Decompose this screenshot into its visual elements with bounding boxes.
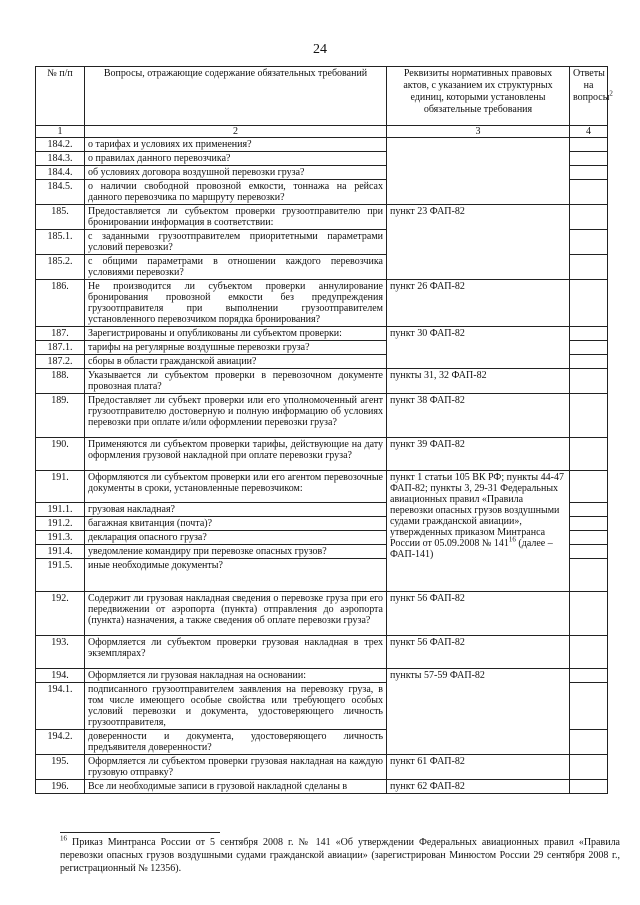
table-row [36, 327, 608, 341]
answer-cell[interactable] [570, 438, 608, 471]
row-number: 190. [36, 438, 85, 471]
row-number: 194.1. [36, 683, 85, 730]
row-number: 185.2. [36, 255, 85, 280]
table-row [36, 280, 608, 327]
answer-cell[interactable] [570, 369, 608, 394]
row-number: 185. [36, 205, 85, 230]
row-question: подписанного грузоотправителем заявления на перевозку груза, в том числе имеющего особые свойства или требующего особых условий перевозки и документа, удостоверяющего личность грузоотправителя, [85, 683, 387, 730]
table-row [36, 369, 608, 394]
reference-footnote-sup: 16 [508, 535, 516, 544]
col-number-1: 1 [36, 126, 85, 138]
reference-text: пункт 38 ФАП-82 [390, 395, 465, 406]
row-question: тарифы на регулярные воздушные перевозки груза? [85, 341, 387, 355]
answer-cell[interactable] [570, 280, 608, 327]
row-number: 191.3. [36, 531, 85, 545]
row-question: Зарегистрированы и опубликованы ли субъектом проверки: [85, 327, 387, 341]
row-question: иные необходимые документы? [85, 559, 387, 592]
table-row [36, 780, 608, 794]
table-row [36, 205, 608, 230]
row-number: 194.2. [36, 730, 85, 755]
row-reference [387, 280, 570, 327]
row-question: багажная квитанция (почта)? [85, 517, 387, 531]
row-number: 195. [36, 755, 85, 780]
header-questions: Вопросы, отражающие содержание обязательных требований [85, 67, 387, 126]
row-reference [387, 592, 570, 636]
answer-cell[interactable] [570, 780, 608, 794]
reference-text: пункт 39 ФАП-82 [390, 439, 465, 450]
reference-text: пункты 57-59 ФАП-82 [390, 670, 485, 681]
reference-text: пункты 31, 32 ФАП-82 [390, 370, 487, 381]
table-row [36, 755, 608, 780]
reference-text: пункт 56 ФАП-82 [390, 593, 465, 604]
row-question: грузовая накладная? [85, 503, 387, 517]
answer-cell[interactable] [570, 636, 608, 669]
table-row [36, 438, 608, 471]
row-number: 188. [36, 369, 85, 394]
answer-cell[interactable] [570, 592, 608, 636]
row-number: 187.1. [36, 341, 85, 355]
row-number: 196. [36, 780, 85, 794]
answer-cell[interactable] [570, 669, 608, 683]
row-reference [387, 369, 570, 394]
table-row [36, 636, 608, 669]
answer-cell[interactable] [570, 683, 608, 730]
footnote-text: Приказ Минтранса России от 5 сентября 2008 г. № 141 «Об утверждении Федеральных авиационных правил «Правила перевозки опасных грузов воздушными судами гражданской авиации» (зарегистрирован Минюстом России 29 сентября 2008 г., регистрационный № 12356). [60, 837, 620, 874]
row-reference [387, 327, 570, 369]
row-reference [387, 205, 570, 280]
row-reference [387, 471, 570, 592]
reference-tail: (далее – ФАП-141) [390, 538, 553, 560]
row-reference [387, 669, 570, 755]
row-number: 187.2. [36, 355, 85, 369]
page-number: 24 [313, 42, 327, 57]
col-number-4: 4 [570, 126, 608, 138]
table-row [36, 471, 608, 503]
row-question: Оформляется ли субъектом проверки грузовая накладная в трех экземплярах? [85, 636, 387, 669]
row-question: Предоставляет ли субъект проверки или его уполномоченный агент грузоотправителю достоверную и полную информацию об условиях перевозки при оплате и/или оформлении перевозки груза? [85, 394, 387, 438]
answer-cell[interactable] [570, 517, 608, 531]
row-number: 186. [36, 280, 85, 327]
row-question: о наличии свободной провозной емкости, тоннажа на рейсах данного перевозчика по маршруту перевозки? [85, 180, 387, 205]
answer-cell[interactable] [570, 545, 608, 559]
row-number: 184.2. [36, 138, 85, 152]
answer-cell[interactable] [570, 138, 608, 152]
row-question: Содержит ли грузовая накладная сведения о перевозке груза при его передвижении от аэропорта (пункта) отправления до аэропорта (пункта) назначения, а также сведения об оплате перевозки груза? [85, 592, 387, 636]
row-number: 187. [36, 327, 85, 341]
table-row [36, 138, 608, 152]
reference-text: пункт 30 ФАП-82 [390, 328, 465, 339]
row-question: Не производится ли субъектом проверки аннулирование бронирования провозной емкости без предупреждения грузоотправителя при выполнении грузоотправителем установленного перевозчиком порядка бронирования? [85, 280, 387, 327]
answer-cell[interactable] [570, 152, 608, 166]
col-number-3: 3 [387, 126, 570, 138]
answer-cell[interactable] [570, 327, 608, 341]
answer-cell[interactable] [570, 730, 608, 755]
answer-cell[interactable] [570, 166, 608, 180]
row-question: уведомление командиру при перевозке опасных грузов? [85, 545, 387, 559]
footnote-sup: 16 [60, 834, 67, 843]
answer-cell[interactable] [570, 755, 608, 780]
row-number: 191.4. [36, 545, 85, 559]
row-reference [387, 755, 570, 780]
header-answers [570, 67, 613, 126]
reference-text: пункт 56 ФАП-82 [390, 637, 465, 648]
row-reference [387, 138, 570, 205]
row-question: об условиях договора воздушной перевозки груза? [85, 166, 387, 180]
row-question: с общими параметрами в отношении каждого перевозчика условиями перевозки? [85, 255, 387, 280]
table-row [36, 592, 608, 636]
row-number: 184.4. [36, 166, 85, 180]
row-number: 191. [36, 471, 85, 503]
header-refs: Реквизиты нормативных правовых актов, с указанием их структурных единиц, которыми установлены обязательные требования [387, 67, 570, 126]
answer-cell[interactable] [570, 471, 608, 503]
answer-cell[interactable] [570, 255, 608, 280]
row-question: Применяются ли субъектом проверки тарифы, действующие на дату оформления грузовой накладной при оплате перевозки груза? [85, 438, 387, 471]
row-question: Предоставляется ли субъектом проверки грузоотправителю при бронировании информация в соответствии: [85, 205, 387, 230]
answer-cell[interactable] [570, 355, 608, 369]
answer-cell[interactable] [570, 394, 608, 438]
table-row [36, 669, 608, 683]
row-question: Все ли необходимые записи в грузовой накладной сделаны в [85, 780, 387, 794]
reference-text: пункт 1 статьи 105 ВК РФ; пункты 44-47 ФАП-82; пункты 3, 29-31 Федеральных авиационных правил «Правила перевозки опасных грузов воздушными судами гражданской авиации», утвержденных приказом Минтранса России от 05.09.2008 № 141 [390, 472, 564, 549]
row-number: 189. [36, 394, 85, 438]
row-reference [387, 438, 570, 471]
row-question: с заданными грузоотправителем приоритетными параметрами условий перевозки? [85, 230, 387, 255]
row-number: 191.2. [36, 517, 85, 531]
row-number: 184.5. [36, 180, 85, 205]
row-number: 192. [36, 592, 85, 636]
answer-cell[interactable] [570, 205, 608, 230]
row-question: Оформляется ли грузовая накладная на основании: [85, 669, 387, 683]
row-number: 194. [36, 669, 85, 683]
row-question: декларация опасного груза? [85, 531, 387, 545]
answer-cell[interactable] [570, 230, 608, 255]
reference-text: пункт 61 ФАП-82 [390, 756, 465, 767]
row-question: о правилах данного перевозчика? [85, 152, 387, 166]
answer-cell[interactable] [570, 341, 608, 355]
row-question: сборы в области гражданской авиации? [85, 355, 387, 369]
row-reference [387, 394, 570, 438]
table-header-row [36, 67, 608, 126]
row-number: 185.1. [36, 230, 85, 255]
row-number: 191.1. [36, 503, 85, 517]
footnote-separator [60, 832, 220, 833]
row-question: Оформляется ли субъектом проверки грузовая накладная на каждую грузовую отправку? [85, 755, 387, 780]
header-answers-sup: 2 [609, 89, 613, 98]
row-number: 191.5. [36, 559, 85, 592]
row-question: Оформляются ли субъектом проверки или его агентом перевозочные документы в сроки, установленные перевозчиком: [85, 471, 387, 503]
header-answers-text: Ответы на вопросы [573, 68, 610, 103]
reference-text: пункт 62 ФАП-82 [390, 781, 465, 792]
answer-cell[interactable] [570, 180, 608, 205]
row-number: 193. [36, 636, 85, 669]
row-number: 184.3. [36, 152, 85, 166]
reference-text: пункт 23 ФАП-82 [390, 206, 465, 217]
answer-cell[interactable] [570, 503, 608, 517]
footnote [60, 836, 620, 875]
reference-text: пункт 26 ФАП-82 [390, 281, 465, 292]
row-question: Указывается ли субъектом проверки в перевозочном документе провозная плата? [85, 369, 387, 394]
row-reference [387, 636, 570, 669]
requirements-table [35, 66, 613, 794]
row-question: о тарифах и условиях их применения? [85, 138, 387, 152]
table-row [36, 394, 608, 438]
answer-cell[interactable] [570, 531, 608, 545]
row-reference [387, 780, 570, 794]
column-number-row [36, 126, 608, 138]
col-number-2: 2 [85, 126, 387, 138]
row-question: доверенности и документа, удостоверяющего личность предъявителя доверенности? [85, 730, 387, 755]
header-num: № п/п [36, 67, 85, 126]
answer-cell[interactable] [570, 559, 608, 592]
